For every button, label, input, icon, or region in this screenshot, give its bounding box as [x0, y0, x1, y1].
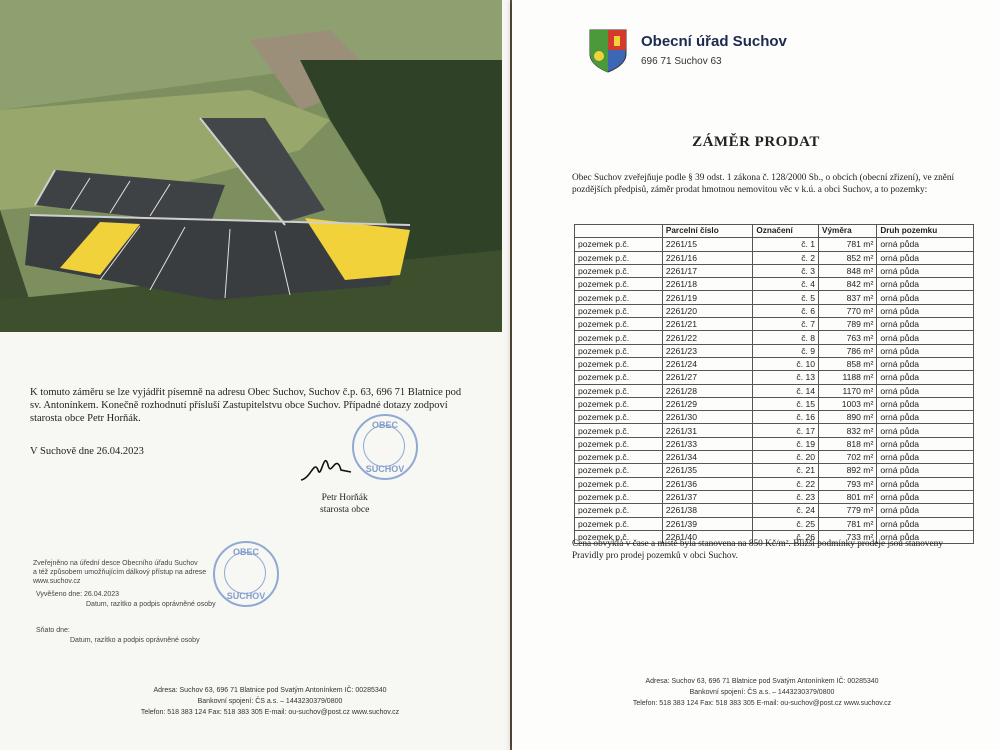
cell-kind: orná půda — [877, 384, 974, 397]
cell-parcel: 2261/31 — [662, 424, 752, 437]
cell-kind: orná půda — [877, 477, 974, 490]
cell-mark: č. 26 — [753, 530, 819, 543]
column-header: Parcelní číslo — [662, 225, 752, 238]
column-header: Výměra — [819, 225, 877, 238]
cell-type: pozemek p.č. — [575, 264, 663, 277]
footer-line: Bankovní spojení: ČS a.s. – 1443230379/0800 — [197, 698, 343, 705]
footer-line: Telefon: 518 383 124 Fax: 518 383 305 E-mail: ou-suchov@post.cz www.suchov.cz — [632, 700, 892, 707]
cell-parcel: 2261/15 — [662, 238, 752, 251]
cell-type: pozemek p.č. — [575, 331, 663, 344]
cell-mark: č. 24 — [753, 504, 819, 517]
cell-parcel: 2261/19 — [662, 291, 752, 304]
cell-area: 786 m² — [819, 344, 877, 357]
cell-kind: orná půda — [877, 437, 974, 450]
table-row — [575, 291, 974, 304]
cell-area: 801 m² — [819, 490, 877, 503]
cell-kind: orná půda — [877, 504, 974, 517]
cell-parcel: 2261/30 — [662, 411, 752, 424]
cell-parcel: 2261/35 — [662, 464, 752, 477]
cell-type: pozemek p.č. — [575, 530, 663, 543]
intent-paragraph: Obec Suchov zveřejňuje podle § 39 odst. 1 zákona č. 128/2000 Sb., o obcích (obecní zřízení), ve znění pozdějších předpisů, záměr prodat hmotnou nemovitou věc v k.ú. a obci Suchov, a to pozemky: — [572, 173, 955, 195]
cell-kind: orná půda — [877, 530, 974, 543]
table-row — [575, 384, 974, 397]
cell-area: 818 m² — [819, 437, 877, 450]
cell-parcel: 2261/24 — [662, 357, 752, 370]
cell-area: 852 m² — [819, 251, 877, 264]
right-document-page — [512, 0, 1000, 750]
table-row — [575, 464, 974, 477]
cell-mark: č. 23 — [753, 490, 819, 503]
cell-type: pozemek p.č. — [575, 424, 663, 437]
cell-area: 842 m² — [819, 278, 877, 291]
cell-kind: orná půda — [877, 490, 974, 503]
cell-kind: orná půda — [877, 344, 974, 357]
cell-area: 779 m² — [819, 504, 877, 517]
municipal-coat-of-arms-icon — [588, 28, 628, 74]
table-row — [575, 318, 974, 331]
posting-stamp: OBEC SUCHOV — [213, 541, 279, 607]
cell-parcel: 2261/39 — [662, 517, 752, 530]
cell-area: 1170 m² — [819, 384, 877, 397]
table-row — [575, 504, 974, 517]
cell-area: 702 m² — [819, 451, 877, 464]
table-row — [575, 304, 974, 317]
table-row — [575, 490, 974, 503]
cell-kind: orná půda — [877, 304, 974, 317]
cell-type: pozemek p.č. — [575, 397, 663, 410]
cell-area: 848 m² — [819, 264, 877, 277]
cell-kind: orná půda — [877, 331, 974, 344]
column-header: Označení — [753, 225, 819, 238]
table-row — [575, 397, 974, 410]
cell-parcel: 2261/38 — [662, 504, 752, 517]
cell-parcel: 2261/40 — [662, 530, 752, 543]
cell-mark: č. 13 — [753, 371, 819, 384]
column-header — [575, 225, 663, 238]
cell-kind: orná půda — [877, 357, 974, 370]
cell-type: pozemek p.č. — [575, 238, 663, 251]
cell-type: pozemek p.č. — [575, 504, 663, 517]
table-row — [575, 477, 974, 490]
cell-kind: orná půda — [877, 451, 974, 464]
cell-type: pozemek p.č. — [575, 451, 663, 464]
cell-area: 781 m² — [819, 517, 877, 530]
removed-sign-caption: Datum, razítko a podpis oprávněné osoby — [70, 637, 200, 644]
cell-parcel: 2261/23 — [662, 344, 752, 357]
cell-mark: č. 2 — [753, 251, 819, 264]
document-title: ZÁMĚR PRODAT — [692, 134, 820, 150]
cell-area: 1188 m² — [819, 371, 877, 384]
cell-area: 789 m² — [819, 318, 877, 331]
cell-type: pozemek p.č. — [575, 371, 663, 384]
cell-area: 770 m² — [819, 304, 877, 317]
cell-area: 858 m² — [819, 357, 877, 370]
cell-type: pozemek p.č. — [575, 278, 663, 291]
cell-mark: č. 17 — [753, 424, 819, 437]
cell-parcel: 2261/21 — [662, 318, 752, 331]
cell-parcel: 2261/28 — [662, 384, 752, 397]
table-row — [575, 437, 974, 450]
cell-area: 1003 m² — [819, 397, 877, 410]
cell-type: pozemek p.č. — [575, 357, 663, 370]
table-row — [575, 411, 974, 424]
table-row — [575, 451, 974, 464]
cell-type: pozemek p.č. — [575, 384, 663, 397]
cell-mark: č. 25 — [753, 517, 819, 530]
cell-area: 832 m² — [819, 424, 877, 437]
cell-mark: č. 10 — [753, 357, 819, 370]
cell-parcel: 2261/20 — [662, 304, 752, 317]
cell-mark: č. 19 — [753, 437, 819, 450]
signature-mark — [296, 440, 356, 500]
cell-parcel: 2261/16 — [662, 251, 752, 264]
footer-line: Bankovní spojení: ČS a.s. – 1443230379/0800 — [689, 689, 835, 696]
intro-paragraph: K tomuto záměru se lze vyjádřit písemně na adresu Obec Suchov, Suchov č.p. 63, 696 71 Blatnice pod sv. Antonínkem. Konečně rozhodnutí přísluší Zastupitelstvu obce Suchov. Případné dotazy zodpoví starosta obce Petr Horňák. — [30, 387, 462, 424]
cell-mark: č. 4 — [753, 278, 819, 291]
cell-parcel: 2261/27 — [662, 371, 752, 384]
table-row — [575, 264, 974, 277]
footer-line: Adresa: Suchov 63, 696 71 Blatnice pod Svatým Antonínkem IČ: 00285340 — [645, 678, 879, 685]
cell-mark: č. 9 — [753, 344, 819, 357]
aerial-plot-map-image — [0, 0, 502, 332]
cell-type: pozemek p.č. — [575, 437, 663, 450]
cell-area: 781 m² — [819, 238, 877, 251]
cell-mark: č. 3 — [753, 264, 819, 277]
cell-type: pozemek p.č. — [575, 251, 663, 264]
cell-parcel: 2261/22 — [662, 331, 752, 344]
cell-kind: orná půda — [877, 291, 974, 304]
posting-note-line: a též způsobem umožňujícím dálkový přístup na adrese — [33, 569, 207, 576]
table-row — [575, 371, 974, 384]
removed-label: Sňato dne: — [36, 627, 70, 634]
cell-area: 890 m² — [819, 411, 877, 424]
cell-parcel: 2261/33 — [662, 437, 752, 450]
cell-mark: č. 20 — [753, 451, 819, 464]
cell-area: 892 m² — [819, 464, 877, 477]
table-header-row — [575, 225, 974, 238]
cell-mark: č. 14 — [753, 384, 819, 397]
cell-parcel: 2261/17 — [662, 264, 752, 277]
left-footer — [60, 685, 480, 718]
table-row — [575, 517, 974, 530]
signatory-role: starosta obce — [320, 505, 370, 515]
cell-kind: orná půda — [877, 264, 974, 277]
cell-area: 763 m² — [819, 331, 877, 344]
table-row — [575, 251, 974, 264]
cell-area: 837 m² — [819, 291, 877, 304]
cell-mark: č. 7 — [753, 318, 819, 331]
cell-type: pozemek p.č. — [575, 318, 663, 331]
cell-kind: orná půda — [877, 371, 974, 384]
footer-line: Adresa: Suchov 63, 696 71 Blatnice pod Svatým Antonínkem IČ: 00285340 — [153, 687, 387, 694]
signatory-name: Petr Horňák — [321, 493, 368, 503]
cell-type: pozemek p.č. — [575, 411, 663, 424]
cell-mark: č. 6 — [753, 304, 819, 317]
org-address: 696 71 Suchov 63 — [641, 56, 722, 67]
cell-parcel: 2261/18 — [662, 278, 752, 291]
table-row — [575, 424, 974, 437]
cell-area: 733 m² — [819, 530, 877, 543]
org-name: Obecní úřad Suchov — [641, 33, 787, 50]
cell-type: pozemek p.č. — [575, 464, 663, 477]
cell-kind: orná půda — [877, 464, 974, 477]
posting-note-line: www.suchov.cz — [33, 578, 81, 585]
cell-type: pozemek p.č. — [575, 304, 663, 317]
footer-line: Telefon: 518 383 124 Fax: 518 383 305 E-mail: ou-suchov@post.cz www.suchov.cz — [140, 709, 400, 716]
cell-parcel: 2261/36 — [662, 477, 752, 490]
table-row — [575, 278, 974, 291]
cell-mark: č. 5 — [753, 291, 819, 304]
cell-parcel: 2261/37 — [662, 490, 752, 503]
cell-kind: orná půda — [877, 397, 974, 410]
cell-mark: č. 21 — [753, 464, 819, 477]
plots-table — [574, 224, 974, 544]
cell-kind: orná půda — [877, 517, 974, 530]
cell-type: pozemek p.č. — [575, 344, 663, 357]
cell-area: 793 m² — [819, 477, 877, 490]
right-footer — [552, 676, 972, 709]
cell-mark: č. 1 — [753, 238, 819, 251]
cell-mark: č. 8 — [753, 331, 819, 344]
cell-type: pozemek p.č. — [575, 517, 663, 530]
cell-parcel: 2261/29 — [662, 397, 752, 410]
posting-note — [33, 559, 206, 586]
price-paragraph: Cena obvyklá v čase a místě byla stanovena na 850 Kč/m². Bližší podmínky prodeje jsou stanoveny Pravidly pro prodej pozemků v obci Suchov. — [572, 539, 943, 561]
official-stamp: OBEC SUCHOV — [352, 414, 418, 480]
table-row — [575, 331, 974, 344]
cell-mark: č. 15 — [753, 397, 819, 410]
cell-kind: orná půda — [877, 278, 974, 291]
cell-kind: orná půda — [877, 424, 974, 437]
cell-type: pozemek p.č. — [575, 490, 663, 503]
cell-kind: orná půda — [877, 411, 974, 424]
posting-note-line: Zveřejněno na úřední desce Obecního úřadu Suchov — [33, 560, 198, 567]
cell-kind: orná půda — [877, 238, 974, 251]
cell-mark: č. 22 — [753, 477, 819, 490]
table-row — [575, 344, 974, 357]
cell-kind: orná půda — [877, 318, 974, 331]
table-row — [575, 238, 974, 251]
date-line: V Suchově dne 26.04.2023 — [30, 446, 144, 457]
cell-kind: orná půda — [877, 251, 974, 264]
cell-mark: č. 16 — [753, 411, 819, 424]
signatory-block — [320, 492, 369, 516]
cell-type: pozemek p.č. — [575, 291, 663, 304]
cell-type: pozemek p.č. — [575, 477, 663, 490]
cell-parcel: 2261/34 — [662, 451, 752, 464]
column-header: Druh pozemku — [877, 225, 974, 238]
posted-date: Vyvěšeno dne: 26.04.2023 — [36, 591, 120, 598]
posted-sign-caption: Datum, razítko a podpis oprávněné osoby — [86, 601, 216, 608]
table-row — [575, 357, 974, 370]
